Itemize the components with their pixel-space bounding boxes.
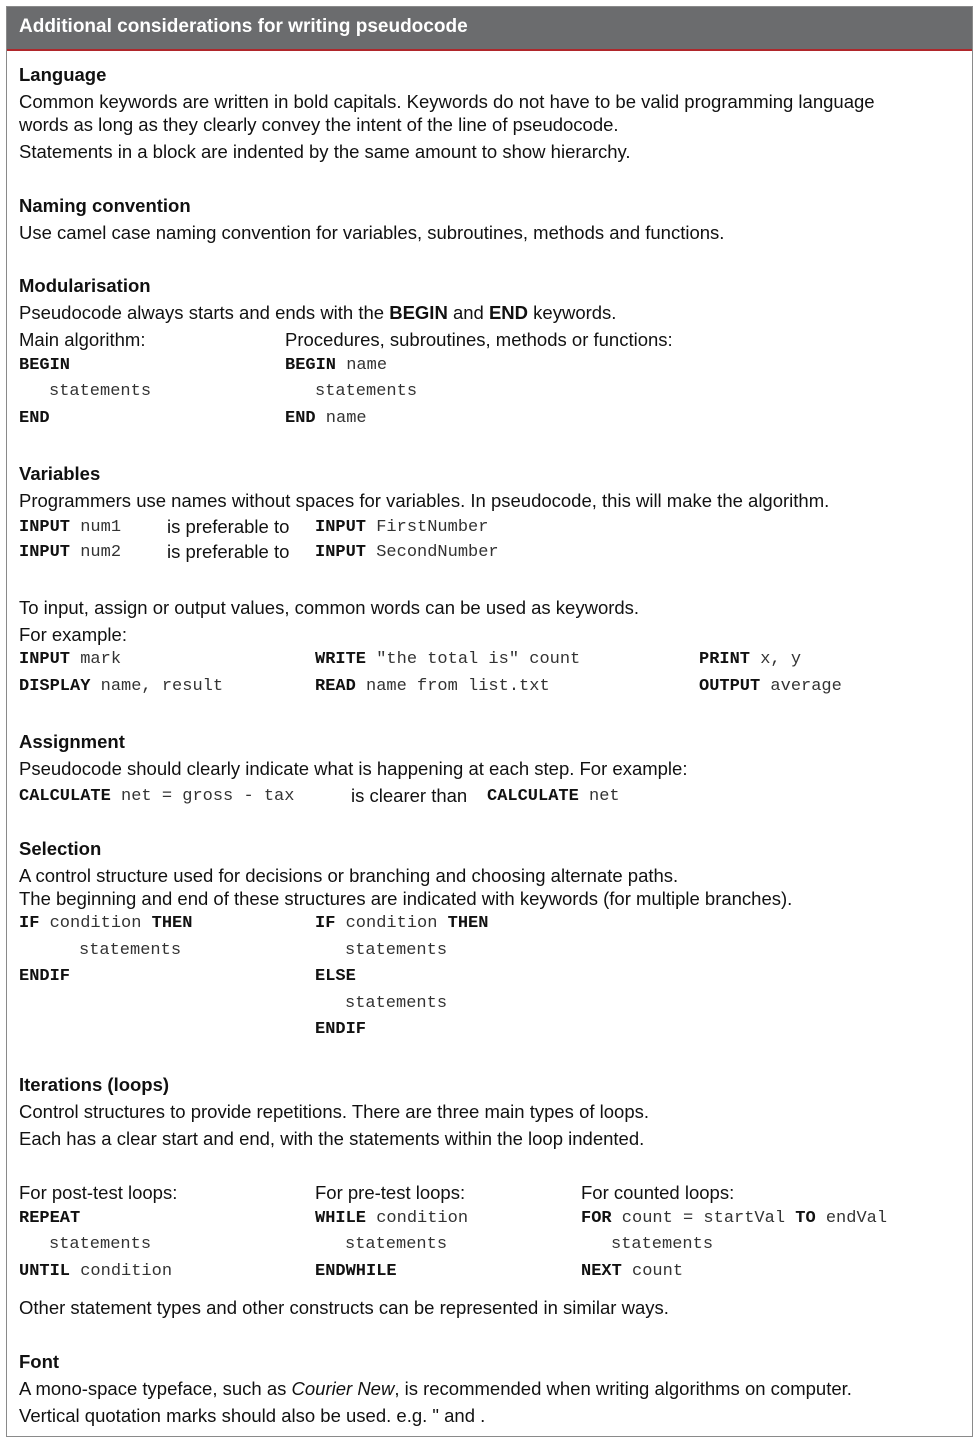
code-line: FOR count = startVal TO endVal [581, 1209, 888, 1228]
code-line: END name [285, 409, 367, 428]
language-heading: Language [19, 64, 107, 85]
code-line: IF condition THEN [315, 914, 489, 933]
code-line: IF condition THEN [19, 914, 193, 933]
code-line: INPUT num1 [19, 518, 122, 537]
naming-text: Use camel case naming convention for variables, subroutines, methods and functions. [19, 222, 725, 243]
code-line: ELSE [315, 967, 356, 986]
assignment-heading: Assignment [19, 731, 125, 752]
naming-heading: Naming convention [19, 195, 191, 216]
code-line: DISPLAY name, result [19, 677, 224, 696]
selection-text: A control structure used for decisions or branching and choosing alternate paths. [19, 865, 679, 886]
post-test-label: For post-test loops: [19, 1182, 178, 1203]
font-text-line: Vertical quotation marks should also be used. e.g. " and . [19, 1405, 486, 1426]
section-header [7, 7, 972, 51]
assignment-text: Pseudocode should clearly indicate what is happening at each step. For example: [19, 758, 688, 779]
code-line: statements [49, 1235, 152, 1254]
code-line: INPUT num2 [19, 543, 122, 562]
header-title: Additional considerations for writing pseudocode [19, 16, 468, 37]
code-line: WHILE condition [315, 1209, 469, 1228]
code-line: REPEAT [19, 1209, 81, 1228]
selection-text: The beginning and end of these structures are indicated with keywords (for multiple branches). [19, 888, 793, 909]
io-text: To input, assign or output values, common words can be used as keywords. [19, 597, 640, 618]
code-line: READ name from list.txt [315, 677, 550, 696]
comparison-text: is clearer than [351, 785, 468, 806]
comparison-text: is preferable to [167, 516, 290, 537]
code-line: statements [345, 994, 448, 1013]
code-line: statements [345, 941, 448, 960]
iterations-heading: Iterations (loops) [19, 1074, 170, 1095]
code-line: INPUT SecondNumber [315, 543, 499, 562]
code-line: ENDIF [315, 1020, 367, 1039]
code-line: CALCULATE net [487, 787, 620, 806]
code-line: INPUT FirstNumber [315, 518, 489, 537]
font-text-line: A mono-space typeface, such as Courier New, is recommended when writing algorithms on computer. [19, 1378, 852, 1399]
modularisation-heading: Modularisation [19, 275, 151, 296]
code-line: statements [79, 941, 182, 960]
iterations-text: Control structures to provide repetitions. There are three main types of loops. [19, 1101, 650, 1122]
code-line: statements [315, 382, 418, 401]
code-line: PRINT x, y [699, 650, 802, 669]
code-line: OUTPUT average [699, 677, 842, 696]
counted-label: For counted loops: [581, 1182, 735, 1203]
language-text-line: Statements in a block are indented by the same amount to show hierarchy. [19, 141, 631, 162]
code-line: WRITE "the total is" count [315, 650, 581, 669]
code-line: UNTIL condition [19, 1262, 173, 1281]
code-line: NEXT count [581, 1262, 684, 1281]
code-line: BEGIN name [285, 356, 388, 375]
code-line: statements [611, 1235, 714, 1254]
selection-heading: Selection [19, 838, 102, 859]
variables-text: Programmers use names without spaces for variables. In pseudocode, this will make the algorithm. [19, 490, 830, 511]
main-algorithm-label: Main algorithm: [19, 329, 146, 350]
comparison-text: is preferable to [167, 541, 290, 562]
code-line: INPUT mark [19, 650, 122, 669]
procedures-label: Procedures, subroutines, methods or functions: [285, 329, 673, 350]
code-line: ENDIF [19, 967, 71, 986]
iterations-text: Each has a clear start and end, with the statements within the loop indented. [19, 1128, 645, 1149]
pre-test-label: For pre-test loops: [315, 1182, 466, 1203]
example-label: For example: [19, 624, 127, 645]
code-line: ENDWHILE [315, 1262, 397, 1281]
pseudocode-guide-card [6, 6, 973, 1437]
language-text-line: Common keywords are written in bold capitals. Keywords do not have to be valid programming language [19, 91, 875, 112]
font-heading: Font [19, 1351, 60, 1372]
variables-heading: Variables [19, 463, 101, 484]
code-line: BEGIN [19, 356, 71, 375]
iterations-other-text: Other statement types and other constructs can be represented in similar ways. [19, 1297, 669, 1318]
code-line: statements [345, 1235, 448, 1254]
code-line: CALCULATE net = gross - tax [19, 787, 295, 806]
modularisation-intro: Pseudocode always starts and ends with the BEGIN and END keywords. [19, 302, 617, 323]
code-line: END [19, 409, 50, 428]
code-line: statements [49, 382, 152, 401]
language-text-line: words as long as they clearly convey the intent of the line of pseudocode. [19, 114, 619, 135]
